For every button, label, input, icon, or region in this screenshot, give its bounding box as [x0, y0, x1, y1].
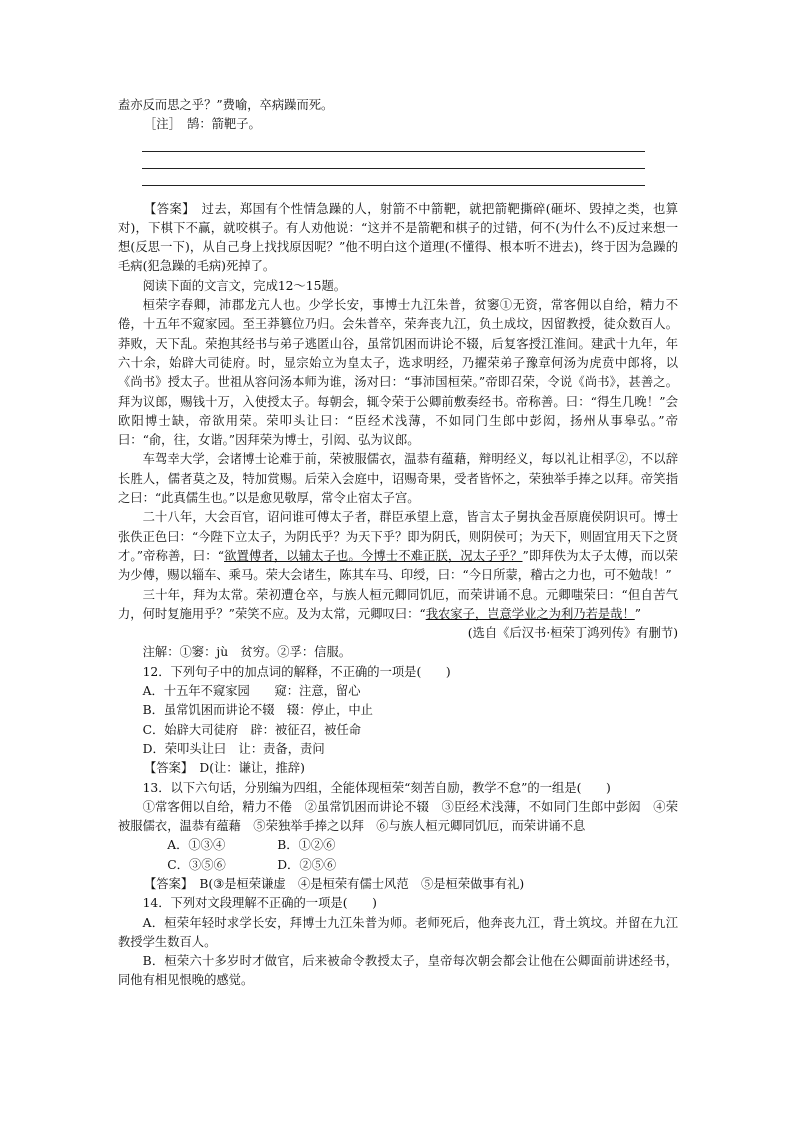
passage-text: ”即拜佚为太子太傅，而以荣为少傅，赐以辎车、乘马。荣大会诸生，陈其车马、印绶，曰：“今日所蒙，稽古之力也，可不勉哉！”	[118, 548, 678, 583]
passage-paragraph-3	[118, 508, 678, 585]
question-13-items: ①常客佣以自给，精力不倦 ②虽常饥困而讲论不辍 ③臣经术浅薄，不如同门生郎中彭闳 ④荣被服儒衣，温恭有蕴藉 ⑤荣独举手捧之以拜 ⑥与族人桓元卿同饥厄，而荣讲诵不息	[118, 799, 678, 834]
question-12-option-a: A．十五年不窥家园 窥：注意，留心	[142, 684, 361, 699]
question-12-answer	[118, 759, 678, 778]
question-12-option-d: D．荣叩头让曰 让：责备，责问	[142, 741, 325, 756]
question-13-options-row-2	[118, 856, 678, 875]
question-13-answer	[118, 875, 678, 894]
passage-text: ”	[634, 606, 642, 621]
passage-paragraph-1: 桓荣字春卿，沛郡龙亢人也。少学长安，事博士九江朱普，贫窭①无资，常客佣以自给，精力不倦，十五年不窥家园。至王莽篡位乃归。会朱普卒，荣奔丧九江，负土成坟，因留教授，徒众数百人。莽败，天下乱。荣抱其经书与弟子逃匿山谷，虽常饥困而讲论不辍，后复客授江淮间。建武十九年，年六十余，始辟大司徒府。时，显宗始立为皇太子，选求明经，乃擢荣弟子豫章何汤为虎贲中郎将，以《尚书》授太子。世祖从容问汤本师为谁，汤对曰：“事沛国桓荣。”帝即召荣，令说《尚书》，甚善之。拜为议郎，赐钱十万，入使授太子。每朝会，辄令荣于公卿前敷奏经书。帝称善。曰：“得生几晚！”会欧阳博士缺，帝欲用荣。荣叩头让曰：“臣经术浅薄，不如同门生郎中彭闳，扬州从事皋弘。”帝曰：“俞，往，女谐。”因拜荣为博士，引闳、弘为议郎。	[118, 298, 678, 448]
passage-source: (选自《后汉书·桓荣丁鸿列传》有删节)	[467, 626, 678, 641]
question-13-stem: 13．以下六句话，分别编为四组，全能体现桓荣“刻苦自励，教学不怠”的一组是( )	[142, 780, 611, 795]
answer-text: B(③是桓荣谦虚 ④是桓荣有儒士风范 ⑤是桓荣做事有礼)	[187, 876, 525, 891]
blank-line	[142, 168, 645, 169]
question-12-option-b: B．虽常饥困而讲论不辍 辍：停止，中止	[142, 703, 373, 718]
question-13-options-row-1	[118, 836, 678, 855]
blank-line	[142, 185, 645, 186]
answer-label: 【答案】	[144, 201, 189, 216]
question-12-stem: 12．下列句子中的加点词的解释，不正确的一项是( )	[142, 664, 451, 679]
answer-label: 【答案】	[144, 876, 188, 891]
question-14-stem: 14．下列对文段理解不正确的一项是( )	[142, 896, 377, 911]
passage-note: ［注］ 鹄：箭靶子。	[144, 117, 261, 132]
reading-intro: 阅读下面的文言文，完成12～15题。	[142, 278, 347, 293]
question-13-option-d: D．②⑤⑥	[277, 857, 337, 872]
passage-paragraph-2: 车驾幸大学，会诸博士论难于前，荣被服儒衣，温恭有蕴藉，辩明经义，每以礼让相孚②，不以辞长胜人，儒者莫之及，特加赏赐。后荣入会庭中，诏赐奇果，受者皆怀之，荣独举手捧之以拜。帝笑指之曰：“此真儒生也。”以是愈见敬厚，常令止宿太子宫。	[118, 452, 678, 506]
question-14-option-b: B．桓荣六十多岁时才做官，后来被命令教授太子，皇帝每次朝会都会让他在公卿面前讲述经书，同他有相见恨晚的感觉。	[118, 954, 678, 988]
passage-paragraph-4	[118, 586, 678, 625]
passage-text: 三十年，拜为太常。荣初遭仓卒，与族人桓元卿同饥厄，而荣讲诵不息。元卿嗤荣曰：“但自苦气力，何时复施用乎？”荣笑不应。及为太常，元卿叹曰：“	[118, 587, 678, 621]
underlined-sentence-2: 我农家子，岂意学业之为利乃若是哉！	[425, 606, 635, 621]
answer-lines	[118, 151, 678, 186]
question-13-option-a: A．①③④	[167, 838, 226, 853]
answer-text: D(让：谦让，推辞)	[187, 761, 305, 776]
document-page	[118, 96, 678, 991]
answer-text: 过去，郑国有个性情急躁的人，射箭不中箭靶，就把箭靶撕碎(砸坏、毁掉之类，也算对)，下棋下不赢，就咬棋子。有人劝他说：“这并不是箭靶和棋子的过错，何不(为什么不)反过来想一想(反思一下)，从自己身上找找原因呢？”他不明白这个道理(不懂得、根本听不进去)，终于因为急躁的毛病(犯急躁的毛病)死掉了。	[118, 201, 678, 274]
question-14-option-a: A．桓荣年轻时求学长安，拜博士九江朱普为师。老师死后，他奔丧九江，背土筑坟。并留在九江教授学生数百人。	[118, 915, 678, 949]
answer-label: 【答案】	[144, 761, 188, 776]
passage-tail: 盍亦反而思之乎？”费喻，卒病躁而死。	[118, 98, 334, 112]
question-13-option-c: C．③⑤⑥	[167, 857, 226, 872]
answer-translation	[118, 200, 678, 277]
question-13-option-b: B．①②⑥	[277, 838, 336, 853]
passage-text: 二十八年，大会百官，诏问谁可傅太子者，群臣承望上意，皆言太子舅执金吾原鹿侯阴识可。博士张佚正色曰：“今陛下立太子，为阴氏乎？为天下乎？即为阴氏，则阴侯可；为天下，则固宜用天下之贤才。”帝称善，曰：“	[118, 510, 678, 563]
underlined-sentence-1: 欲置傅者，以辅太子也。今博士不难正朕，况太子乎？	[224, 548, 523, 563]
blank-line	[142, 151, 645, 152]
footnote: 注解：①窭：jù 贫穷。②孚：信服。	[142, 645, 352, 660]
question-12-option-c: C．始辟大司徒府 辟：被征召，被任命	[142, 722, 362, 737]
